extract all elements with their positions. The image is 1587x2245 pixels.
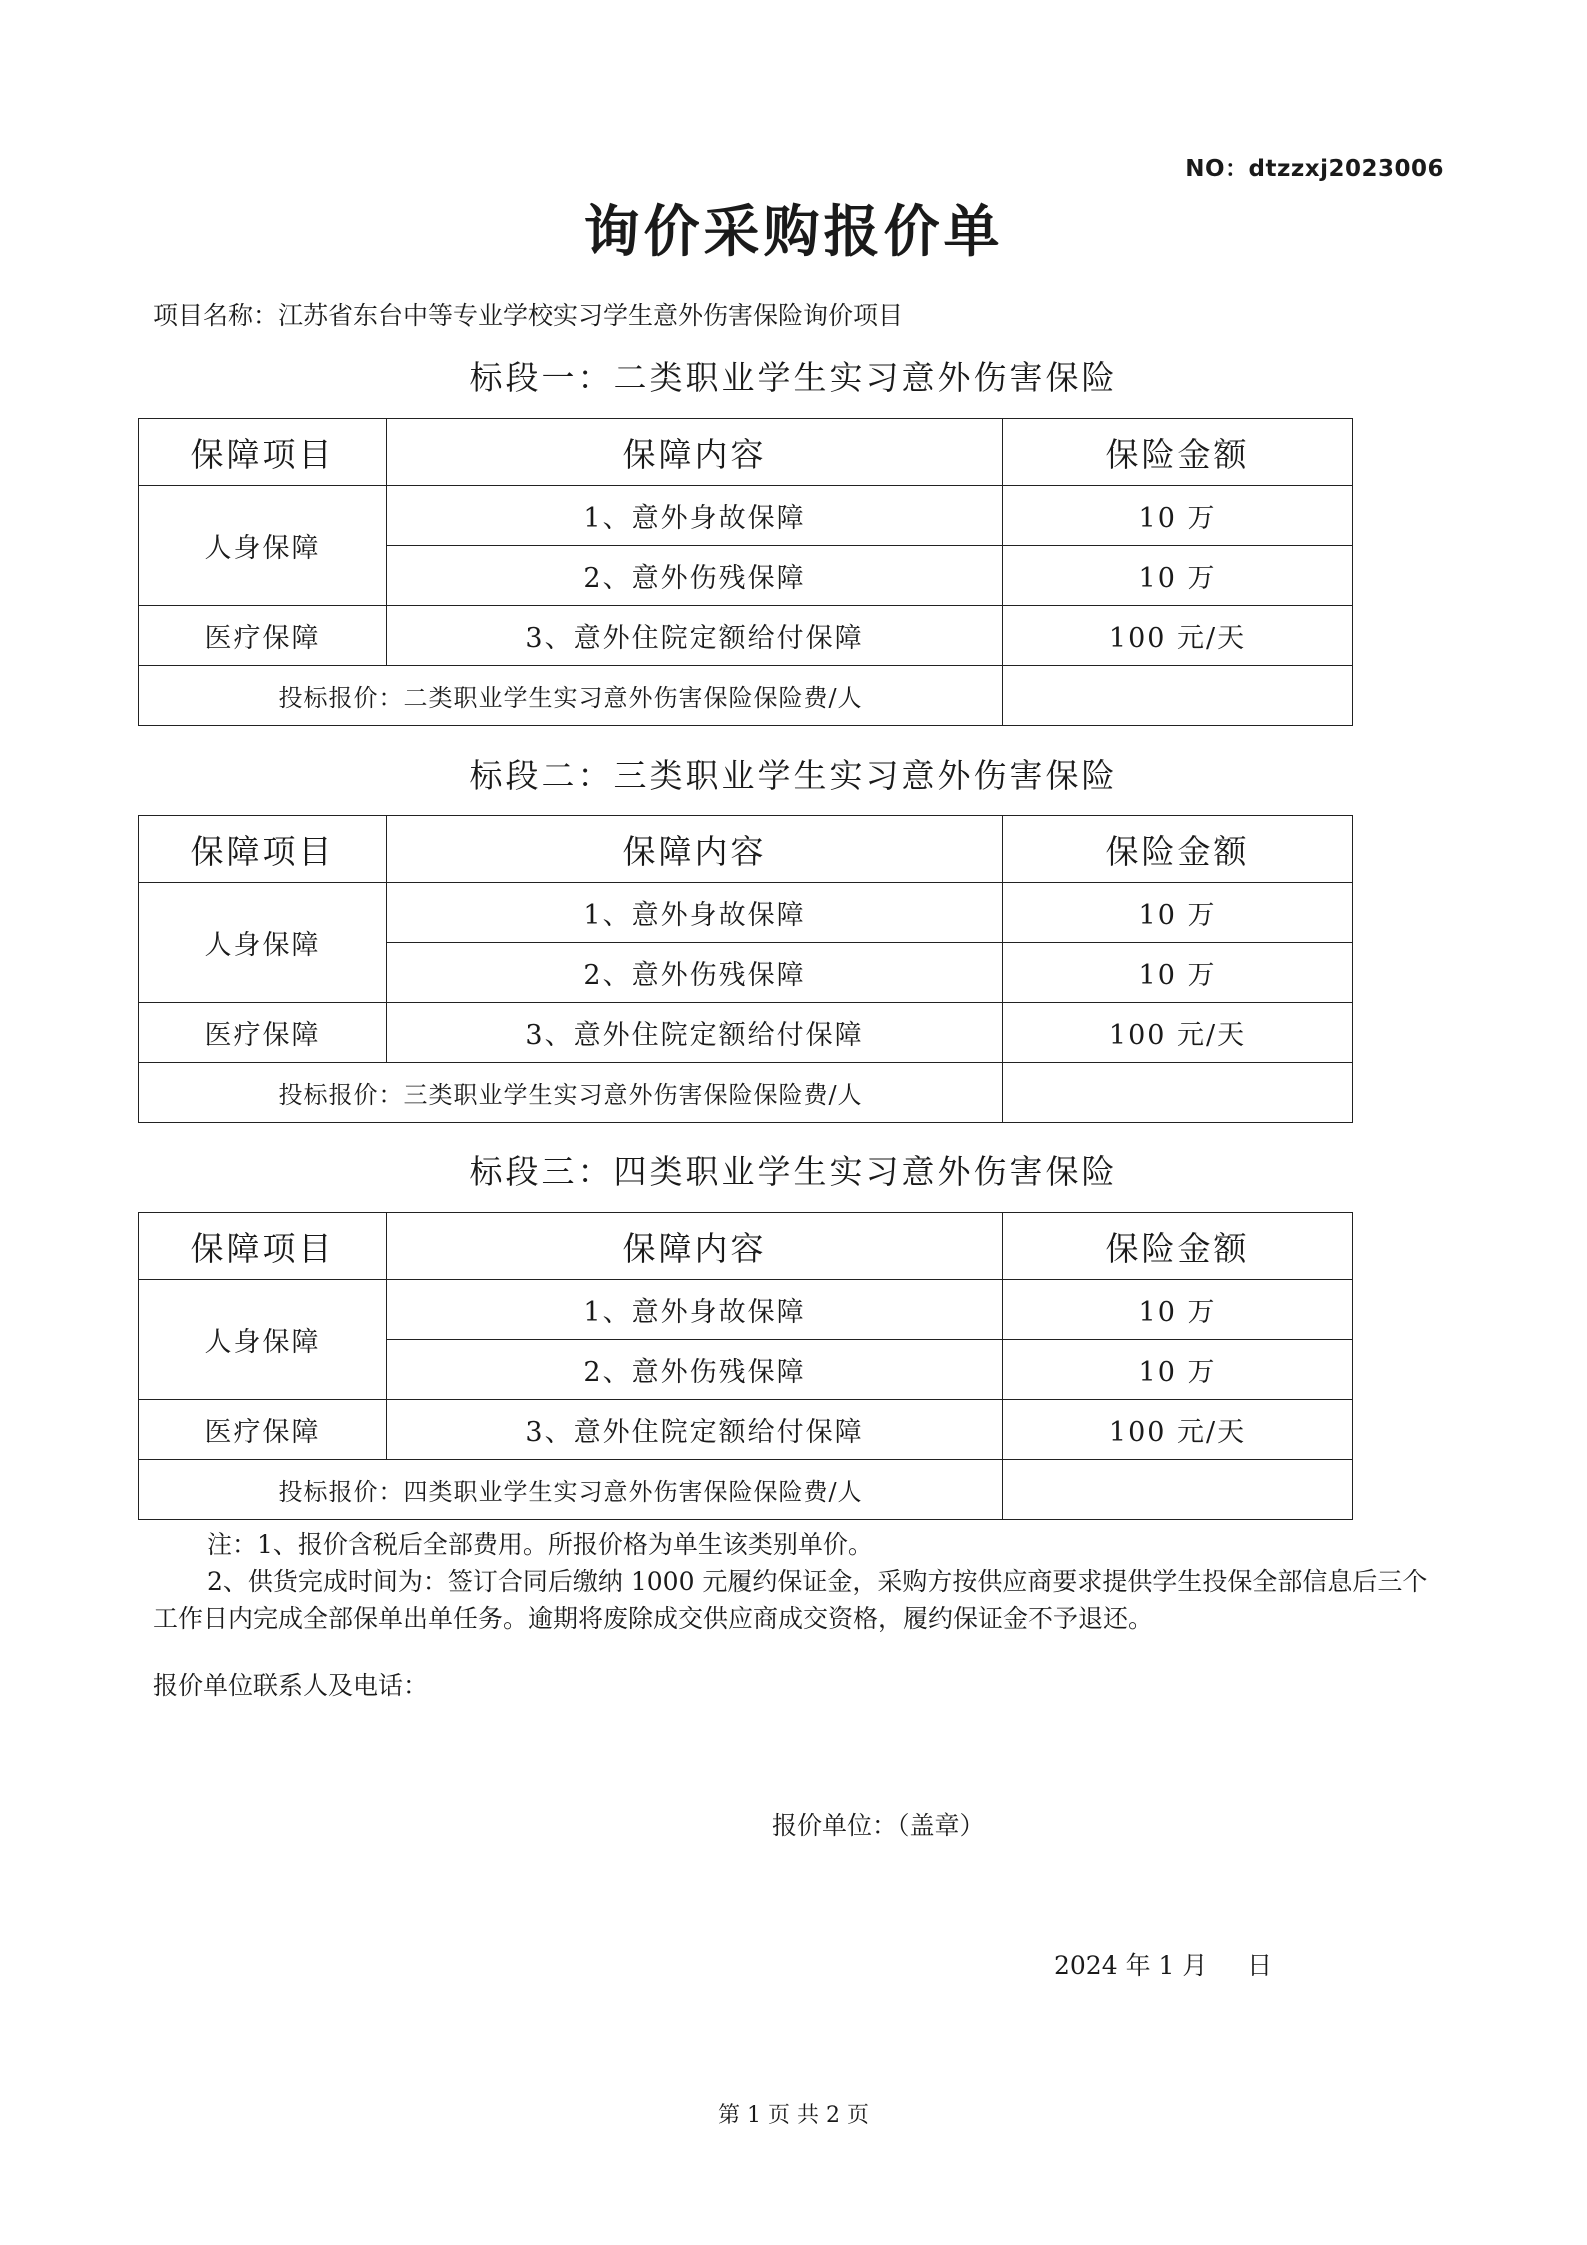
table-row xyxy=(139,486,1353,546)
table-row xyxy=(139,1280,1353,1340)
coverage-amount: 10 万 xyxy=(1003,883,1353,943)
coverage-amount: 10 万 xyxy=(1003,486,1353,546)
personal-label: 人身保障 xyxy=(139,486,387,606)
medical-label: 医疗保障 xyxy=(139,1400,387,1460)
coverage-amount: 100 元/天 xyxy=(1003,606,1353,666)
note-line-2: 2、供货完成时间为：签订合同后缴纳 1000 元履约保证金，采购方按供应商要求提供学生投保全部信息后三个工作日内完成全部保单出单任务。逾期将废除成交供应商成交资格，履约保证金不予退还。 xyxy=(153,1567,1428,1633)
header-amount: 保险金额 xyxy=(1003,1213,1353,1280)
coverage-amount: 10 万 xyxy=(1003,546,1353,606)
coverage-amount: 100 元/天 xyxy=(1003,1003,1353,1063)
bid-label: 投标报价：三类职业学生实习意外伤害保险保险费/人 xyxy=(139,1063,1003,1123)
table-row xyxy=(139,1003,1353,1063)
header-item: 保障项目 xyxy=(139,1213,387,1280)
page-footer: 第 1 页 共 2 页 xyxy=(718,2103,869,2128)
header-content: 保障内容 xyxy=(387,419,1003,486)
coverage-amount: 10 万 xyxy=(1003,943,1353,1003)
coverage-amount: 100 元/天 xyxy=(1003,1400,1353,1460)
table-row xyxy=(139,883,1353,943)
header-item: 保障项目 xyxy=(139,419,387,486)
medical-label: 医疗保障 xyxy=(139,1003,387,1063)
bid-row xyxy=(139,1460,1353,1520)
coverage-content: 3、意外住院定额给付保障 xyxy=(387,1400,1003,1460)
coverage-content: 2、意外伤残保障 xyxy=(387,1340,1003,1400)
coverage-content: 1、意外身故保障 xyxy=(387,883,1003,943)
bid-row xyxy=(139,666,1353,726)
bid-label: 投标报价：二类职业学生实习意外伤害保险保险费/人 xyxy=(139,666,1003,726)
coverage-content: 2、意外伤残保障 xyxy=(387,546,1003,606)
date-line: 2024 年 1 月 日 xyxy=(1054,1951,1273,1980)
section-1-table xyxy=(138,418,1353,726)
section-3-heading: 标段三：四类职业学生实习意外伤害保险 xyxy=(469,1152,1118,1191)
header-amount: 保险金额 xyxy=(1003,816,1353,883)
section-2-table xyxy=(138,815,1353,1123)
document-number: NO：dtzzxj2023006 xyxy=(1185,156,1444,182)
table-header-row xyxy=(139,1213,1353,1280)
section-3-table xyxy=(138,1212,1353,1520)
table-row xyxy=(139,1400,1353,1460)
bid-value-cell[interactable] xyxy=(1003,1063,1353,1123)
section-1-heading: 标段一：二类职业学生实习意外伤害保险 xyxy=(469,358,1118,397)
header-content: 保障内容 xyxy=(387,1213,1003,1280)
table-row xyxy=(139,606,1353,666)
coverage-amount: 10 万 xyxy=(1003,1280,1353,1340)
bid-row xyxy=(139,1063,1353,1123)
coverage-amount: 10 万 xyxy=(1003,1340,1353,1400)
project-name: 项目名称：江苏省东台中等专业学校实习学生意外伤害保险询价项目 xyxy=(153,301,904,330)
table-header-row xyxy=(139,419,1353,486)
coverage-content: 3、意外住院定额给付保障 xyxy=(387,606,1003,666)
stamp-label: 报价单位：（盖章） xyxy=(772,1811,985,1840)
medical-label: 医疗保障 xyxy=(139,606,387,666)
header-item: 保障项目 xyxy=(139,816,387,883)
personal-label: 人身保障 xyxy=(139,1280,387,1400)
bid-value-cell[interactable] xyxy=(1003,666,1353,726)
coverage-content: 1、意外身故保障 xyxy=(387,486,1003,546)
coverage-content: 1、意外身故保障 xyxy=(387,1280,1003,1340)
contact-label: 报价单位联系人及电话： xyxy=(153,1671,429,1700)
personal-label: 人身保障 xyxy=(139,883,387,1003)
bid-value-cell[interactable] xyxy=(1003,1460,1353,1520)
note-line-1: 注：1、报价含税后全部费用。所报价格为单生该类别单价。 xyxy=(207,1530,873,1559)
table-header-row xyxy=(139,816,1353,883)
coverage-content: 2、意外伤残保障 xyxy=(387,943,1003,1003)
page-title: 询价采购报价单 xyxy=(583,200,1004,265)
bid-label: 投标报价：四类职业学生实习意外伤害保险保险费/人 xyxy=(139,1460,1003,1520)
section-2-heading: 标段二：三类职业学生实习意外伤害保险 xyxy=(469,756,1118,795)
header-content: 保障内容 xyxy=(387,816,1003,883)
header-amount: 保险金额 xyxy=(1003,419,1353,486)
coverage-content: 3、意外住院定额给付保障 xyxy=(387,1003,1003,1063)
